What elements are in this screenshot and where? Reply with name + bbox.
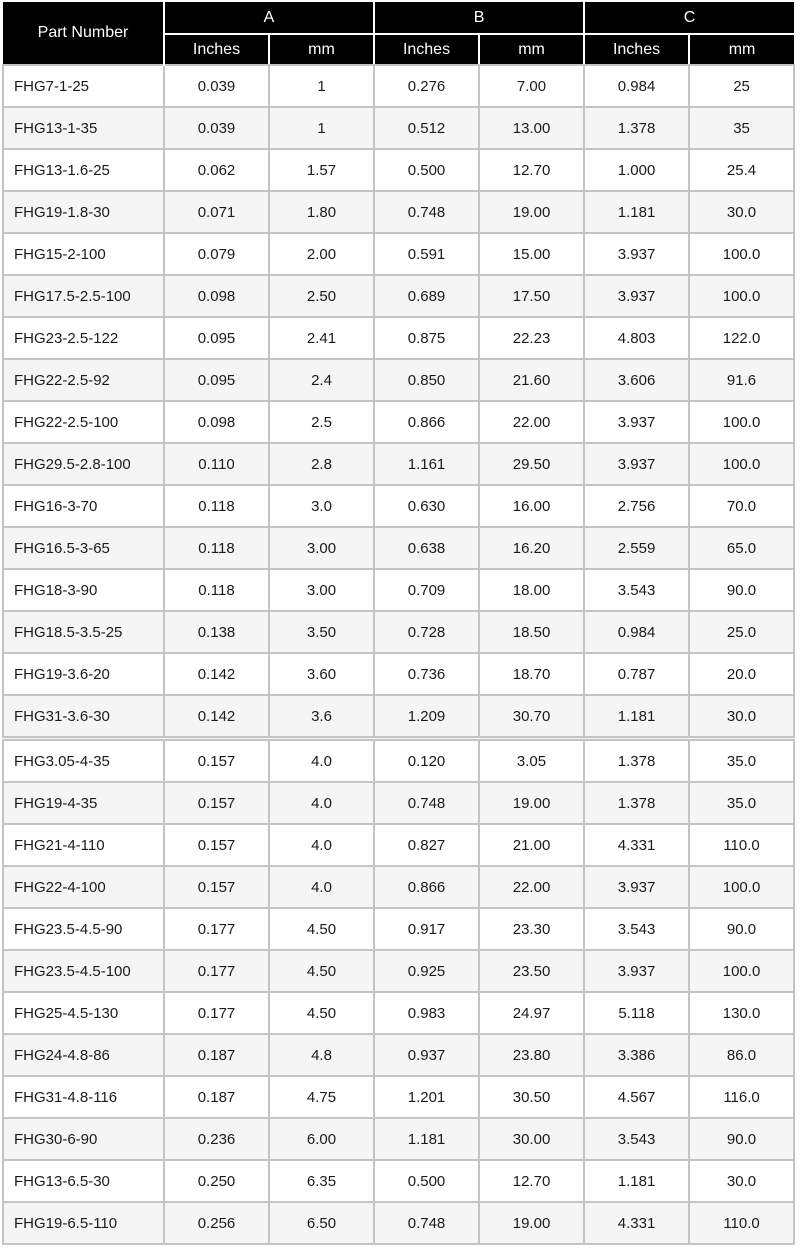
value-cell: 0.187 xyxy=(164,1034,269,1076)
part-number-cell: FHG24-4.8-86 xyxy=(3,1034,164,1076)
value-cell: 19.00 xyxy=(479,1202,584,1244)
table-row xyxy=(3,191,794,233)
value-cell: 13.00 xyxy=(479,107,584,149)
header-group-row xyxy=(3,2,794,34)
value-cell: 4.567 xyxy=(584,1076,689,1118)
table-row xyxy=(3,443,794,485)
part-dimensions-table xyxy=(2,2,795,1245)
column-group-c: C xyxy=(584,2,794,34)
value-cell: 4.331 xyxy=(584,824,689,866)
value-cell: 1.57 xyxy=(269,149,374,191)
table-body xyxy=(3,65,794,1244)
column-header-a-mm: mm xyxy=(269,34,374,65)
value-cell: 6.00 xyxy=(269,1118,374,1160)
table-row xyxy=(3,149,794,191)
value-cell: 0.591 xyxy=(374,233,479,275)
table-row xyxy=(3,1118,794,1160)
value-cell: 18.00 xyxy=(479,569,584,611)
value-cell: 86.0 xyxy=(689,1034,794,1076)
value-cell: 35.0 xyxy=(689,739,794,783)
value-cell: 65.0 xyxy=(689,527,794,569)
value-cell: 0.062 xyxy=(164,149,269,191)
value-cell: 3.937 xyxy=(584,401,689,443)
value-cell: 0.917 xyxy=(374,908,479,950)
table-row xyxy=(3,569,794,611)
table-row xyxy=(3,1202,794,1244)
value-cell: 3.0 xyxy=(269,485,374,527)
value-cell: 90.0 xyxy=(689,908,794,950)
table-row xyxy=(3,233,794,275)
value-cell: 2.00 xyxy=(269,233,374,275)
table-row xyxy=(3,275,794,317)
value-cell: 2.8 xyxy=(269,443,374,485)
value-cell: 0.110 xyxy=(164,443,269,485)
table-row xyxy=(3,824,794,866)
value-cell: 1.378 xyxy=(584,782,689,824)
column-header-b-inches: Inches xyxy=(374,34,479,65)
value-cell: 0.937 xyxy=(374,1034,479,1076)
value-cell: 12.70 xyxy=(479,149,584,191)
value-cell: 110.0 xyxy=(689,824,794,866)
value-cell: 90.0 xyxy=(689,1118,794,1160)
part-number-cell: FHG23.5-4.5-90 xyxy=(3,908,164,950)
value-cell: 0.276 xyxy=(374,65,479,107)
table-row xyxy=(3,107,794,149)
table-row xyxy=(3,485,794,527)
part-number-cell: FHG15-2-100 xyxy=(3,233,164,275)
value-cell: 4.50 xyxy=(269,950,374,992)
value-cell: 70.0 xyxy=(689,485,794,527)
part-number-cell: FHG22-2.5-100 xyxy=(3,401,164,443)
value-cell: 0.157 xyxy=(164,824,269,866)
value-cell: 100.0 xyxy=(689,401,794,443)
value-cell: 0.118 xyxy=(164,527,269,569)
value-cell: 0.709 xyxy=(374,569,479,611)
value-cell: 3.00 xyxy=(269,527,374,569)
table-row xyxy=(3,611,794,653)
value-cell: 35.0 xyxy=(689,782,794,824)
value-cell: 30.70 xyxy=(479,695,584,739)
part-number-cell: FHG16.5-3-65 xyxy=(3,527,164,569)
value-cell: 0.095 xyxy=(164,317,269,359)
value-cell: 0.748 xyxy=(374,782,479,824)
part-number-cell: FHG21-4-110 xyxy=(3,824,164,866)
value-cell: 0.187 xyxy=(164,1076,269,1118)
value-cell: 30.00 xyxy=(479,1118,584,1160)
value-cell: 4.0 xyxy=(269,782,374,824)
value-cell: 1.181 xyxy=(584,695,689,739)
value-cell: 4.75 xyxy=(269,1076,374,1118)
table-row xyxy=(3,695,794,739)
part-number-cell: FHG19-4-35 xyxy=(3,782,164,824)
value-cell: 4.803 xyxy=(584,317,689,359)
value-cell: 4.0 xyxy=(269,739,374,783)
part-number-cell: FHG19-6.5-110 xyxy=(3,1202,164,1244)
value-cell: 6.35 xyxy=(269,1160,374,1202)
value-cell: 19.00 xyxy=(479,191,584,233)
value-cell: 12.70 xyxy=(479,1160,584,1202)
value-cell: 122.0 xyxy=(689,317,794,359)
value-cell: 30.0 xyxy=(689,695,794,739)
table-row xyxy=(3,992,794,1034)
value-cell: 90.0 xyxy=(689,569,794,611)
value-cell: 3.937 xyxy=(584,866,689,908)
value-cell: 3.543 xyxy=(584,569,689,611)
value-cell: 1.378 xyxy=(584,739,689,783)
part-number-cell: FHG30-6-90 xyxy=(3,1118,164,1160)
value-cell: 1.378 xyxy=(584,107,689,149)
value-cell: 30.50 xyxy=(479,1076,584,1118)
table-row xyxy=(3,359,794,401)
part-number-cell: FHG3.05-4-35 xyxy=(3,739,164,783)
value-cell: 100.0 xyxy=(689,233,794,275)
value-cell: 4.0 xyxy=(269,866,374,908)
value-cell: 0.736 xyxy=(374,653,479,695)
value-cell: 6.50 xyxy=(269,1202,374,1244)
value-cell: 24.97 xyxy=(479,992,584,1034)
value-cell: 22.23 xyxy=(479,317,584,359)
column-header-c-inches: Inches xyxy=(584,34,689,65)
value-cell: 21.60 xyxy=(479,359,584,401)
value-cell: 2.50 xyxy=(269,275,374,317)
value-cell: 100.0 xyxy=(689,950,794,992)
part-number-cell: FHG25-4.5-130 xyxy=(3,992,164,1034)
part-number-cell: FHG29.5-2.8-100 xyxy=(3,443,164,485)
value-cell: 1.209 xyxy=(374,695,479,739)
value-cell: 0.118 xyxy=(164,569,269,611)
value-cell: 0.748 xyxy=(374,191,479,233)
part-number-cell: FHG13-1.6-25 xyxy=(3,149,164,191)
value-cell: 3.6 xyxy=(269,695,374,739)
part-number-cell: FHG7-1-25 xyxy=(3,65,164,107)
column-header-part-number: Part Number xyxy=(3,2,164,65)
value-cell: 0.827 xyxy=(374,824,479,866)
table-row xyxy=(3,866,794,908)
value-cell: 0.098 xyxy=(164,401,269,443)
value-cell: 0.728 xyxy=(374,611,479,653)
value-cell: 4.0 xyxy=(269,824,374,866)
value-cell: 0.630 xyxy=(374,485,479,527)
value-cell: 2.5 xyxy=(269,401,374,443)
value-cell: 25.4 xyxy=(689,149,794,191)
column-group-a: A xyxy=(164,2,374,34)
value-cell: 1.201 xyxy=(374,1076,479,1118)
value-cell: 0.250 xyxy=(164,1160,269,1202)
value-cell: 0.120 xyxy=(374,739,479,783)
table-header xyxy=(3,2,794,65)
value-cell: 3.60 xyxy=(269,653,374,695)
value-cell: 1 xyxy=(269,65,374,107)
table-row xyxy=(3,1160,794,1202)
value-cell: 0.142 xyxy=(164,695,269,739)
value-cell: 3.937 xyxy=(584,443,689,485)
value-cell: 30.0 xyxy=(689,1160,794,1202)
value-cell: 0.095 xyxy=(164,359,269,401)
value-cell: 0.236 xyxy=(164,1118,269,1160)
value-cell: 0.177 xyxy=(164,950,269,992)
value-cell: 17.50 xyxy=(479,275,584,317)
value-cell: 100.0 xyxy=(689,275,794,317)
table-row xyxy=(3,908,794,950)
column-header-b-mm: mm xyxy=(479,34,584,65)
value-cell: 4.50 xyxy=(269,992,374,1034)
value-cell: 0.177 xyxy=(164,908,269,950)
table-row xyxy=(3,1076,794,1118)
table-row xyxy=(3,739,794,783)
part-number-cell: FHG18-3-90 xyxy=(3,569,164,611)
value-cell: 1.181 xyxy=(584,1160,689,1202)
value-cell: 91.6 xyxy=(689,359,794,401)
value-cell: 0.866 xyxy=(374,866,479,908)
value-cell: 0.925 xyxy=(374,950,479,992)
value-cell: 2.4 xyxy=(269,359,374,401)
value-cell: 0.071 xyxy=(164,191,269,233)
table-row xyxy=(3,317,794,359)
value-cell: 25 xyxy=(689,65,794,107)
part-number-cell: FHG22-2.5-92 xyxy=(3,359,164,401)
value-cell: 23.50 xyxy=(479,950,584,992)
value-cell: 1.161 xyxy=(374,443,479,485)
part-number-cell: FHG19-1.8-30 xyxy=(3,191,164,233)
value-cell: 18.50 xyxy=(479,611,584,653)
value-cell: 0.118 xyxy=(164,485,269,527)
value-cell: 1.181 xyxy=(584,191,689,233)
value-cell: 0.500 xyxy=(374,149,479,191)
value-cell: 0.157 xyxy=(164,739,269,783)
value-cell: 130.0 xyxy=(689,992,794,1034)
value-cell: 0.866 xyxy=(374,401,479,443)
value-cell: 4.50 xyxy=(269,908,374,950)
value-cell: 19.00 xyxy=(479,782,584,824)
part-number-cell: FHG31-3.6-30 xyxy=(3,695,164,739)
value-cell: 3.00 xyxy=(269,569,374,611)
value-cell: 0.157 xyxy=(164,782,269,824)
value-cell: 0.138 xyxy=(164,611,269,653)
value-cell: 0.748 xyxy=(374,1202,479,1244)
value-cell: 0.039 xyxy=(164,107,269,149)
value-cell: 3.543 xyxy=(584,908,689,950)
table-row xyxy=(3,527,794,569)
value-cell: 25.0 xyxy=(689,611,794,653)
value-cell: 5.118 xyxy=(584,992,689,1034)
value-cell: 7.00 xyxy=(479,65,584,107)
part-number-cell: FHG31-4.8-116 xyxy=(3,1076,164,1118)
value-cell: 0.500 xyxy=(374,1160,479,1202)
value-cell: 35 xyxy=(689,107,794,149)
value-cell: 4.8 xyxy=(269,1034,374,1076)
table-row xyxy=(3,401,794,443)
value-cell: 0.787 xyxy=(584,653,689,695)
value-cell: 22.00 xyxy=(479,866,584,908)
value-cell: 1.80 xyxy=(269,191,374,233)
value-cell: 0.983 xyxy=(374,992,479,1034)
part-number-cell: FHG22-4-100 xyxy=(3,866,164,908)
value-cell: 0.689 xyxy=(374,275,479,317)
value-cell: 3.606 xyxy=(584,359,689,401)
value-cell: 0.984 xyxy=(584,611,689,653)
value-cell: 0.875 xyxy=(374,317,479,359)
part-number-cell: FHG23.5-4.5-100 xyxy=(3,950,164,992)
part-number-cell: FHG13-6.5-30 xyxy=(3,1160,164,1202)
table-row xyxy=(3,1034,794,1076)
value-cell: 1.000 xyxy=(584,149,689,191)
column-group-b: B xyxy=(374,2,584,34)
column-header-a-inches: Inches xyxy=(164,34,269,65)
value-cell: 2.756 xyxy=(584,485,689,527)
part-number-cell: FHG23-2.5-122 xyxy=(3,317,164,359)
value-cell: 1.181 xyxy=(374,1118,479,1160)
value-cell: 3.543 xyxy=(584,1118,689,1160)
value-cell: 3.05 xyxy=(479,739,584,783)
value-cell: 16.00 xyxy=(479,485,584,527)
value-cell: 0.638 xyxy=(374,527,479,569)
table-row xyxy=(3,653,794,695)
value-cell: 2.559 xyxy=(584,527,689,569)
part-number-cell: FHG16-3-70 xyxy=(3,485,164,527)
part-number-cell: FHG17.5-2.5-100 xyxy=(3,275,164,317)
value-cell: 0.512 xyxy=(374,107,479,149)
value-cell: 110.0 xyxy=(689,1202,794,1244)
table-row xyxy=(3,950,794,992)
value-cell: 0.142 xyxy=(164,653,269,695)
part-number-cell: FHG18.5-3.5-25 xyxy=(3,611,164,653)
value-cell: 0.079 xyxy=(164,233,269,275)
value-cell: 100.0 xyxy=(689,443,794,485)
value-cell: 29.50 xyxy=(479,443,584,485)
value-cell: 16.20 xyxy=(479,527,584,569)
value-cell: 100.0 xyxy=(689,866,794,908)
value-cell: 1 xyxy=(269,107,374,149)
value-cell: 0.039 xyxy=(164,65,269,107)
value-cell: 3.937 xyxy=(584,275,689,317)
value-cell: 2.41 xyxy=(269,317,374,359)
table-row xyxy=(3,65,794,107)
value-cell: 3.937 xyxy=(584,233,689,275)
value-cell: 0.098 xyxy=(164,275,269,317)
value-cell: 0.256 xyxy=(164,1202,269,1244)
value-cell: 116.0 xyxy=(689,1076,794,1118)
value-cell: 0.157 xyxy=(164,866,269,908)
column-header-c-mm: mm xyxy=(689,34,794,65)
part-number-cell: FHG19-3.6-20 xyxy=(3,653,164,695)
value-cell: 22.00 xyxy=(479,401,584,443)
value-cell: 18.70 xyxy=(479,653,584,695)
value-cell: 30.0 xyxy=(689,191,794,233)
value-cell: 4.331 xyxy=(584,1202,689,1244)
value-cell: 20.0 xyxy=(689,653,794,695)
value-cell: 3.50 xyxy=(269,611,374,653)
value-cell: 15.00 xyxy=(479,233,584,275)
value-cell: 0.177 xyxy=(164,992,269,1034)
value-cell: 3.386 xyxy=(584,1034,689,1076)
value-cell: 3.937 xyxy=(584,950,689,992)
value-cell: 0.850 xyxy=(374,359,479,401)
value-cell: 23.80 xyxy=(479,1034,584,1076)
value-cell: 23.30 xyxy=(479,908,584,950)
table-row xyxy=(3,782,794,824)
value-cell: 21.00 xyxy=(479,824,584,866)
value-cell: 0.984 xyxy=(584,65,689,107)
part-number-cell: FHG13-1-35 xyxy=(3,107,164,149)
